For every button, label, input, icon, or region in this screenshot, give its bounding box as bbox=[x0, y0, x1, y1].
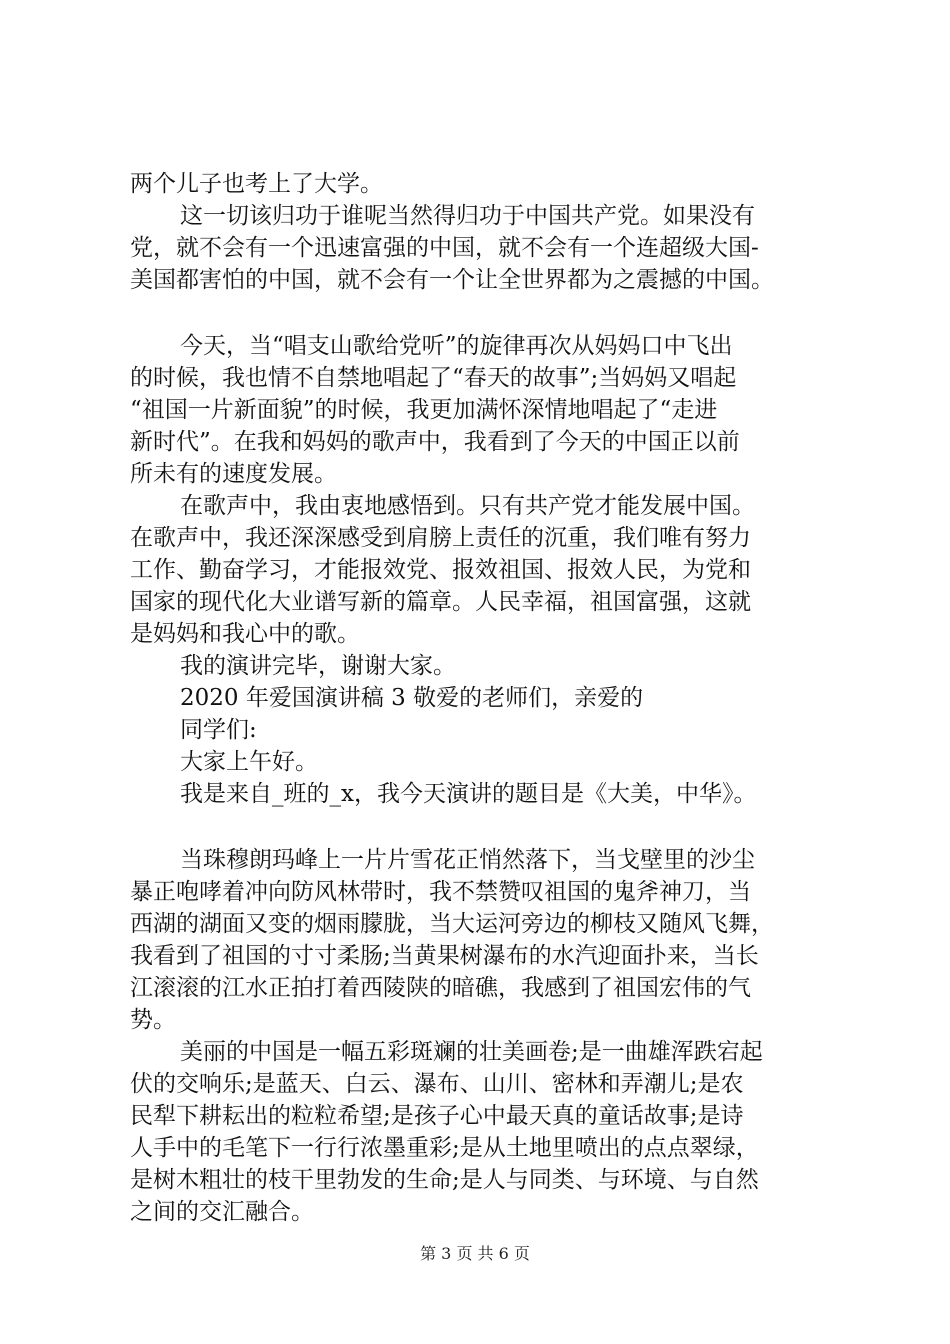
text-line: 的时候，我也情不自禁地唱起了“春天的故事”;当妈妈又唱起 bbox=[130, 365, 737, 391]
text-line: 我看到了祖国的寸寸柔肠;当黄果树瀑布的水汽迎面扑来，当长 bbox=[130, 943, 759, 969]
paragraph bbox=[130, 844, 835, 1036]
paragraph bbox=[130, 714, 835, 746]
paragraph bbox=[130, 650, 835, 682]
text-line: 在歌声中，我由衷地感悟到。只有共产党才能发展中国。 bbox=[180, 493, 755, 519]
text-line: 今天，当“唱支山歌给党听”的旋律再次从妈妈口中飞出 bbox=[180, 333, 733, 359]
text-line: 我是来自_班的_x，我今天演讲的题目是《大美，中华》。 bbox=[180, 781, 757, 807]
paragraph bbox=[130, 200, 835, 296]
text-line: 大家上午好。 bbox=[180, 749, 318, 775]
text-line: 是树木粗壮的枝干里勃发的生命;是人与同类、与环境、与自然 bbox=[130, 1167, 759, 1193]
text-line: 党，就不会有一个迅速富强的中国，就不会有一个连超级大国- bbox=[130, 235, 759, 261]
paragraph bbox=[130, 682, 835, 714]
text-line: 西湖的湖面又变的烟雨朦胧，当大运河旁边的柳枝又随风飞舞， bbox=[130, 911, 774, 937]
text-line: 民犁下耕耘出的粒粒希望;是孩子心中最天真的童话故事;是诗 bbox=[130, 1103, 744, 1129]
paragraph bbox=[130, 168, 835, 200]
text-line: 我的演讲完毕，谢谢大家。 bbox=[180, 653, 456, 679]
text-line: 当珠穆朗玛峰上一片片雪花正悄然落下，当戈壁里的沙尘 bbox=[180, 847, 755, 873]
text-line: 势。 bbox=[130, 1007, 176, 1033]
text-line: 这一切该归功于谁呢当然得归功于中国共产党。如果没有 bbox=[180, 203, 755, 229]
page-footer: 第 3 页 共 6 页 bbox=[420, 1244, 530, 1263]
text-line: 江滚滚的江水正拍打着西陵陕的暗礁，我感到了祖国宏伟的气 bbox=[130, 975, 751, 1001]
text-line: 同学们: bbox=[180, 717, 257, 743]
paragraph-spacer bbox=[130, 296, 835, 330]
text-line: 工作、勤奋学习，才能报效党、报效祖国、报效人民，为党和 bbox=[130, 557, 751, 583]
paragraph-spacer bbox=[130, 810, 835, 844]
text-line: 国家的现代化大业谱写新的篇章。人民幸福，祖国富强，这就 bbox=[130, 589, 751, 615]
text-line: 美丽的中国是一幅五彩斑斓的壮美画卷;是一曲雄浑跌宕起 bbox=[180, 1039, 763, 1065]
text-line: 美国都害怕的中国，就不会有一个让全世界都为之震撼的中国。 bbox=[130, 267, 774, 293]
text-line: 人手中的毛笔下一行行浓墨重彩;是从土地里喷出的点点翠绿， bbox=[130, 1135, 759, 1161]
text-line: 所未有的速度发展。 bbox=[130, 461, 337, 487]
text-line: 新时代”。在我和妈妈的歌声中，我看到了今天的中国正以前 bbox=[130, 429, 740, 455]
paragraph bbox=[130, 490, 835, 650]
text-line: 是妈妈和我心中的歌。 bbox=[130, 621, 360, 647]
paragraph bbox=[130, 746, 835, 778]
heading-line: 2020 年爱国演讲稿 3 敬爱的老师们，亲爱的 bbox=[180, 685, 644, 711]
text-line: 之间的交汇融合。 bbox=[130, 1199, 314, 1225]
text-line: 在歌声中，我还深深感受到肩膀上责任的沉重，我们唯有努力 bbox=[130, 525, 751, 551]
text-line: 两个儿子也考上了大学。 bbox=[130, 171, 383, 197]
text-line: 伏的交响乐;是蓝天、白云、瀑布、山川、密林和弄潮儿;是农 bbox=[130, 1071, 744, 1097]
text-line: “祖国一片新面貌”的时候，我更加满怀深情地唱起了“走进 bbox=[130, 397, 718, 423]
document-body bbox=[130, 168, 835, 1228]
paragraph bbox=[130, 778, 835, 810]
paragraph bbox=[130, 330, 835, 490]
paragraph bbox=[130, 1036, 835, 1228]
text-line: 暴正咆哮着冲向防风林带时，我不禁赞叹祖国的鬼斧神刀，当 bbox=[130, 879, 751, 905]
